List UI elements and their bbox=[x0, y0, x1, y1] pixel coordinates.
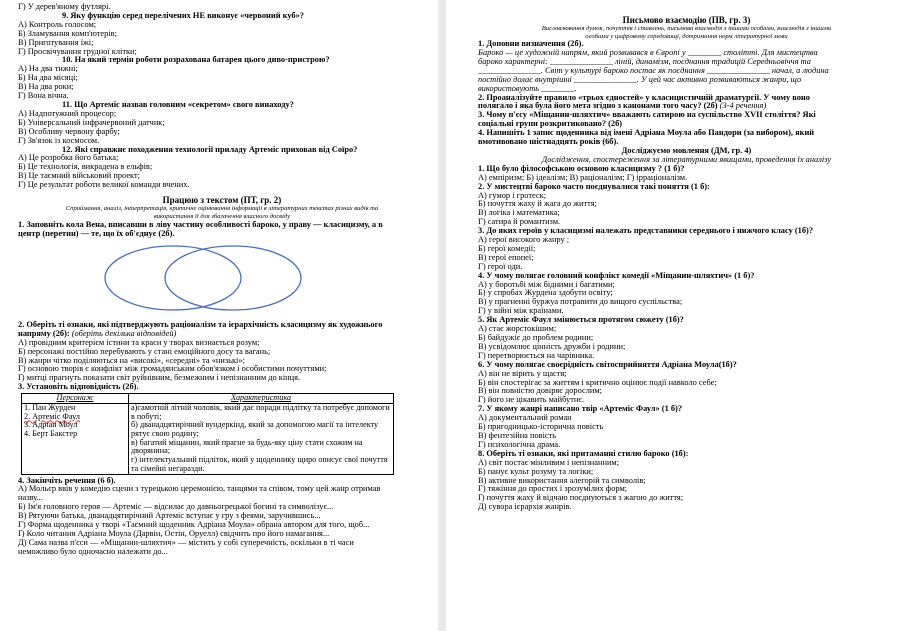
table-header-character: Персонаж bbox=[22, 394, 129, 404]
definition-line: _______________. Світ у культурі бароко постає як поєднання _______________ начал, а людина bbox=[478, 66, 829, 75]
task-1-line2: центр (перетин) — те, що їх об'єднує (2б). bbox=[18, 230, 175, 239]
answer-option[interactable]: А) Контроль голосом; bbox=[18, 20, 97, 29]
question-title: 11. Що Артеміс назвав головним «секретом» свого винаходу? bbox=[62, 100, 294, 109]
dm-answer-option[interactable]: Д) сувора ієрархія жанрів. bbox=[478, 503, 572, 512]
dm-answer-option[interactable]: В) активне використання алегорій та символів; bbox=[478, 476, 646, 485]
dm-subtitle: Дослідження, спостереження за літературними явищами, проведення їх аналізу bbox=[541, 155, 832, 164]
answer-option[interactable]: Б) Універсальний інфрачервоний датчик; bbox=[18, 118, 165, 127]
dm-answer-option[interactable]: А) він не вірить у щастя; bbox=[478, 369, 567, 378]
task-2-option[interactable]: Б) персонажі постійно перебувають у стані емоційного досу та вагань; bbox=[18, 347, 271, 356]
character-2: 2. Артеміс Фаул bbox=[24, 411, 80, 421]
venn-diagram[interactable] bbox=[103, 243, 303, 313]
task-4-title: 4. Закінчіть речення (6 б). bbox=[18, 476, 116, 485]
dm-answer-option[interactable]: Г) перетворюється на чарівника. bbox=[478, 351, 595, 360]
answer-option[interactable]: Б) Зламування комп'ютерів; bbox=[18, 29, 117, 38]
task-1-line1: 1. Заповніть кола Вена, вписавши в ліву частину особливості бароко, у праву — класицизму, а в bbox=[18, 221, 383, 230]
dm-answer-option[interactable]: Ґ) почуття жаху й відчаю поєднуються з жагою до життя; bbox=[478, 494, 684, 503]
question-title: 12. Які справжнє походження технології приладу Артеміс приховав від Соїро? bbox=[62, 145, 358, 154]
dm-answer-option[interactable]: В) герої епопеї; bbox=[478, 253, 534, 262]
dm-answer-option[interactable]: Г) його не цікавить майбутнє. bbox=[478, 396, 585, 405]
table-characters bbox=[22, 403, 129, 474]
dm-answer-option[interactable]: Б) почуття жаху й жага до життя; bbox=[478, 200, 597, 209]
dm-answer-option[interactable]: Г) герої оди. bbox=[478, 262, 523, 271]
dm-answer-option[interactable]: Г) у війні між країнами. bbox=[478, 307, 564, 316]
description-c: в) багатий міщанин, який прагне за будь-яку ціну стати схожим на дворянина; bbox=[131, 437, 363, 456]
task-4-sentence: А) Мольєр ввів у комедію сцени з турецькою церемонією, танцями та співом, тому цей жанр отримав bbox=[18, 485, 381, 494]
dm-answer-option[interactable]: В) у прагненні буржуа потрапити до вищого суспільства; bbox=[478, 298, 683, 307]
task-2-line1: 2. Оберіть ті ознаки, які підтверджують раціоналізм та ієрархічність класицизму як художнього bbox=[18, 320, 383, 329]
answer-option[interactable]: Б) На два місяці; bbox=[18, 74, 78, 83]
dm-answer-option[interactable]: Б) панує культ розуму та логіки; bbox=[478, 467, 594, 476]
dm-question-title: 6. У чому полягає своєрідність світосприйняття Адріана Моула(1б)? bbox=[478, 360, 737, 369]
dm-question-title: 4. У чому полягає головний конфлікт комедії «Міщанин-шляхтич» (1 б)? bbox=[478, 271, 755, 280]
definition-line: Бароко — це художній напрям, який розвивався в Європі у ________ столітті. Для мистецтва bbox=[478, 49, 818, 57]
task-2-option[interactable]: Ґ) митці прагнуть показати світ руйнівним, безмежним і непізнанним до кінця. bbox=[18, 374, 301, 383]
task-2-label: напряму (2б): bbox=[18, 329, 70, 338]
task-2-option[interactable]: В) жанри чітко поділяються на «високі», «середні» та «низькі»; bbox=[18, 356, 245, 365]
answer-option[interactable]: В) Це таємний військовий проект; bbox=[18, 172, 141, 181]
pv-task-2-line1: 2. Проаналізуйте правило «трьох єдностей» у класицистичній драматургії. У чому воно bbox=[478, 93, 810, 102]
section-subtitle-line1: Сприймання, аналіз, інтерпретація, критичне оцінювання інформації в літературних текстах різних видів та bbox=[65, 204, 379, 212]
dm-answer-option[interactable]: Г) тяжіння до простих і зрозумілих форм; bbox=[478, 485, 628, 494]
pv-subtitle-line1: Висловлювання думок, почуттів і ставлень, письмова взаємодія з іншими особами, взаємодія з іншими bbox=[541, 24, 832, 32]
description-d: г) інтелектуальний підліток, який у щоденнику щиро описує свої почуття та сімейні негаразди. bbox=[131, 455, 388, 473]
table-header-description: Характеристика bbox=[129, 394, 394, 404]
matching-table bbox=[21, 393, 394, 474]
section-title-pt: Працюю з текстом (ПТ, гр. 2) bbox=[162, 196, 282, 205]
section-title-pv: Письмово взаємодію (ПВ, гр. 3) bbox=[622, 16, 751, 25]
answer-option[interactable]: Г) Просвічування грудної клітки; bbox=[18, 47, 137, 56]
answer-option[interactable]: В) Приготування їжі; bbox=[18, 38, 94, 47]
dm-question-list bbox=[478, 165, 895, 512]
pv-task-1-text[interactable] bbox=[478, 49, 895, 94]
answer-option[interactable]: В) Особливу червону фарбу; bbox=[18, 127, 120, 136]
pv-task-2-note: (3-4 речення) bbox=[719, 102, 767, 111]
task-3-title: 3. Установіть відповідність (2б). bbox=[18, 383, 139, 392]
pv-task-3-line2: соціальні групи розкритиковано? (2б) bbox=[478, 120, 623, 129]
dm-answer-option[interactable]: Б) у спробах Журдена здобути освіту; bbox=[478, 289, 613, 298]
dm-question-title: 8. Оберіть ті ознаки, які притаманні стилю бароко (1б): bbox=[478, 449, 689, 458]
dm-answer-option[interactable]: А) у боротьбі між бідними і багатими; bbox=[478, 280, 615, 289]
task-2-option[interactable]: А) провідним критерієм істини та краси у творах визнається розум; bbox=[18, 338, 260, 347]
pv-task-3-line1: 3. Чому п'єсу «Міщанин-шляхтич» вважають сатирою на суспільство XVII століття? Які bbox=[478, 111, 816, 120]
dm-question-title: 5. Як Артеміс Фаул змінюється протягом сюжету (1б)? bbox=[478, 316, 684, 325]
dm-question-title: 3. До яких героїв у класицизмі належать представники середнього і нижчого класу (1б)? bbox=[478, 227, 814, 236]
question-title: 10. На який термін роботи розрахована батарея цього диво-пристрою? bbox=[62, 56, 330, 65]
task-4-sentence: Г) Форма щоденника у творі «Таємний щоденник Адріана Моула» обрана автором для того, щоб... bbox=[18, 521, 370, 530]
answer-option[interactable]: А) Це розробка його батька; bbox=[18, 154, 119, 163]
dm-answer-option[interactable]: В) він повністю довіряє дорослим; bbox=[478, 387, 602, 396]
question-title: 9. Яку функцію серед перелічених НЕ виконує «червоний куб»? bbox=[62, 11, 304, 20]
pv-task-2-line2 bbox=[478, 102, 895, 111]
pv-task-1-title: 1. Доповни визначення (2б). bbox=[478, 40, 584, 49]
answer-option[interactable]: В) На два роки; bbox=[18, 83, 74, 92]
dm-answer-option[interactable]: Г) психологічна драма. bbox=[478, 440, 561, 449]
task-4-sentence: Д) Сама назва п'єси — «Міщанин-шляхтич» — містить у собі суперечність, оскільки в ті часи bbox=[18, 538, 354, 547]
description-b: б) дванадцятирічний вундеркінд, який за допомогою магії та інтелекту рятує свою родину; bbox=[131, 420, 379, 438]
task-2-line2 bbox=[18, 330, 426, 339]
task-2-option[interactable]: Г) основою творів є конфлікт між громадянським обов'язком і особистими почуттями; bbox=[18, 365, 327, 374]
dm-answer-option[interactable]: Б) байдужіє до проблем родини; bbox=[478, 334, 594, 342]
dm-question-title: 1. Що було філософською основою класицизму ? (1 б)? bbox=[478, 164, 685, 173]
pv-task-4-line2: вмотивовано шістнадцять років (6б). bbox=[478, 138, 619, 147]
answer-option[interactable]: А) На два тижні; bbox=[18, 65, 78, 74]
venn-left-circle[interactable] bbox=[105, 246, 241, 310]
left-page bbox=[0, 0, 438, 631]
pv-task-2-label: полягало і яка була його мета згідно з канонами того часу? (2б) bbox=[478, 102, 718, 111]
character-3: 3. Адріан Моул bbox=[24, 420, 78, 430]
dm-answer-option[interactable]: Б) він спостерігає за життям і критично оцінює події навколо себе; bbox=[478, 378, 717, 387]
pv-subtitle-line2: особами у цифровому середовищі, дотримання норм літературної мови bbox=[585, 32, 788, 40]
answer-option[interactable]: Г) У дерев'яному футлярі. bbox=[18, 3, 111, 11]
venn-right-circle[interactable] bbox=[165, 246, 301, 310]
description-a: а)самотній літній чоловік, який дає поради підлітку та потребує допомоги в побуті; bbox=[131, 402, 390, 421]
task-4-sentence: В) Рятуючи батька, дванадцятирічний Артеміс вступає у гру з феями, заручившись... bbox=[18, 512, 321, 521]
dm-answer-option[interactable]: В) фентезійна повість bbox=[478, 431, 557, 440]
task-2-options bbox=[18, 339, 426, 384]
answer-option[interactable]: А) Надпотужний процесор; bbox=[18, 109, 117, 118]
definition-line: постійно долає внутрішні _______________. У цей час активно розвиваються жанри, що bbox=[478, 75, 802, 84]
dm-answer-option[interactable]: Б) пригодницько-історична повість bbox=[478, 423, 604, 432]
answer-option[interactable]: Г) Вона вічна. bbox=[18, 92, 69, 101]
pv-task-4-line1: 4. Напишіть 1 запис щоденника від імені Адріана Моула або Пандори (за вибором), який bbox=[478, 129, 815, 138]
table-descriptions bbox=[129, 403, 394, 474]
task-4-sentence: неможливо було одночасно належати до... bbox=[18, 547, 168, 556]
right-page bbox=[446, 0, 905, 631]
dm-answer-option[interactable]: В) усвідомлює цінність дружби і родини; bbox=[478, 342, 626, 351]
answer-option[interactable]: Б) Це технологія, викрадена в ельфів; bbox=[18, 163, 153, 172]
answer-option[interactable]: Г) Зв'язок із космосом. bbox=[18, 136, 100, 145]
dm-answer-option[interactable]: Г) сатира й романтизм. bbox=[478, 218, 561, 227]
dm-answer-option[interactable]: Б) герої комедії; bbox=[478, 244, 536, 253]
dm-answer-option[interactable]: А) емпіризм; Б) ідеалізм; В) раціоналізм; Г) ірраціоналізм. bbox=[478, 173, 688, 182]
dm-answer-option[interactable]: В) логіка і математика; bbox=[478, 209, 560, 218]
dm-question-title: 7. У якому жанрі написано твір «Артеміс Фаул» (1 б)? bbox=[478, 405, 683, 414]
dm-question-title: 2. У мистецтві бароко часто поєднувалися такі поняття (1 б): bbox=[478, 182, 710, 191]
dm-answer-option[interactable]: А) стає жорстокішим; bbox=[478, 325, 557, 334]
definition-line: використовують ________. bbox=[478, 84, 577, 93]
section-title-dm: Досліджуємо мовлення (ДМ, гр. 4) bbox=[621, 146, 752, 155]
definition-line: бароко характерні: _______________ ліній, динамізм, поєднання традицій Середньовіччя та bbox=[478, 57, 811, 66]
task-4-sentences bbox=[18, 485, 426, 556]
dm-answer-option[interactable]: А) герої високого жанру ; bbox=[478, 236, 570, 245]
section-subtitle-line2: використання її для збагачення власного досвіду bbox=[153, 212, 291, 220]
question-list-top bbox=[18, 3, 426, 190]
task-4-sentence: Ґ) Коло читання Адріана Моула (Дарвін, Остін, Оруелл) свідчить про його намагання... bbox=[18, 529, 330, 538]
dm-answer-option[interactable]: А) світ постає мінливим і непізнанним; bbox=[478, 458, 620, 467]
dm-answer-option[interactable]: А) гумор і гротеск; bbox=[478, 191, 547, 200]
task-4-sentence: назву... bbox=[18, 494, 43, 503]
task-4-sentence: Б) Ім'я головного героя — Артеміс — відсилає до давньогрецької богині та символізує... bbox=[18, 503, 334, 512]
character-1: 1. Пан Журден bbox=[24, 402, 76, 412]
character-4: 4. Берт Бакстер bbox=[24, 429, 78, 438]
task-2-note: (оберіть декілька відповідей) bbox=[71, 329, 177, 338]
answer-option[interactable]: Г) Це результат роботи великої команди вчених. bbox=[18, 181, 190, 190]
dm-answer-option[interactable]: А) документальний роман bbox=[478, 414, 572, 423]
